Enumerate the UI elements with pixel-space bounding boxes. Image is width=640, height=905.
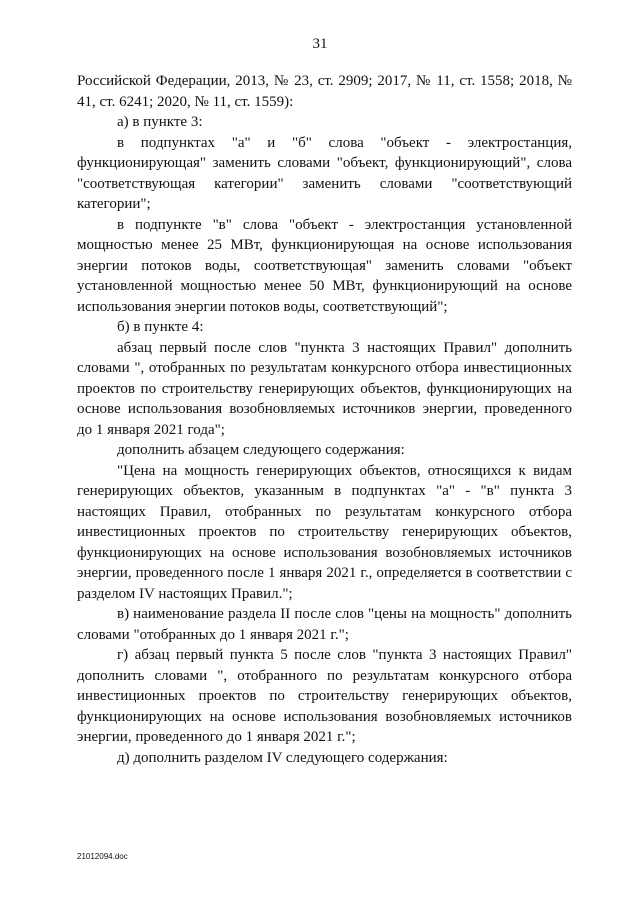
paragraph-quoted-text: "Цена на мощность генерирующих объектов, относящихся к видам генерирующих объектов, указанным в подпунктах "а" - "в" пункта 3 настоящих Правил, отобранных по результатам конкурсного отбора инвестиционных проектов по строительству генерирующих объектов, функционирующих на основе использования возобновляемых источников энергии, проведенного после 1 января 2021 г., определяется в соответствии с разделом IV настоящих Правил."; <box>77 462 572 602</box>
paragraph-item-g: г) абзац первый пункта 5 после слов "пункта 3 настоящих Правил" дополнить словами ", отобранного по результатам конкурсного отбора инвестиционных проектов по строительству генерирующих объектов, функционирующих на основе использования возобновляемых источников энергии, проведенного до 1 января 2021 г."; <box>77 647 572 745</box>
footer-filename: 21012094.doc <box>77 852 128 861</box>
paragraph-item-a: а) в пункте 3: <box>117 114 203 130</box>
paragraph-first-abzac: абзац первый после слов "пункта 3 настоящих Правил" дополнить словами ", отобранных по результатам конкурсного отбора инвестиционных проектов по строительству генерирующих объектов, функционирующих на основе использования возобновляемых источников энергии, проведенного до 1 января 2021 года"; <box>77 339 572 438</box>
paragraph-add-abzac: дополнить абзацем следующего содержания: <box>117 442 405 458</box>
paragraph-subitem-v: в подпункте "в" слова "объект - электростанция установленной мощностью менее 25 МВт, функционирующая на основе использования энергии потоков воды, соответствующая" заменить словами "объект установленной мощностью менее 50 МВт, функционирующий на основе использования энергии потоков воды, соответствующий"; <box>77 216 572 315</box>
paragraph-subitems-a-b: в подпунктах "а" и "б" слова "объект - электростанция, функционирующая" заменить словами "объект, функционирующий", слова "соответствующая категории" заменить словами "соответствующий категории"; <box>77 134 572 212</box>
page-number: 31 <box>312 36 328 52</box>
paragraph-item-v: в) наименование раздела II после слов "цены на мощность" дополнить словами "отобранных до 1 января 2021 г."; <box>77 606 572 643</box>
document-body <box>77 71 572 768</box>
paragraph-item-b: б) в пункте 4: <box>117 319 204 335</box>
paragraph-continuation: Российской Федерации, 2013, № 23, ст. 2909; 2017, № 11, ст. 1558; 2018, № 41, ст. 6241; 2020, № 11, ст. 1559): <box>77 73 572 110</box>
paragraph-item-d: д) дополнить разделом IV следующего содержания: <box>117 749 448 766</box>
